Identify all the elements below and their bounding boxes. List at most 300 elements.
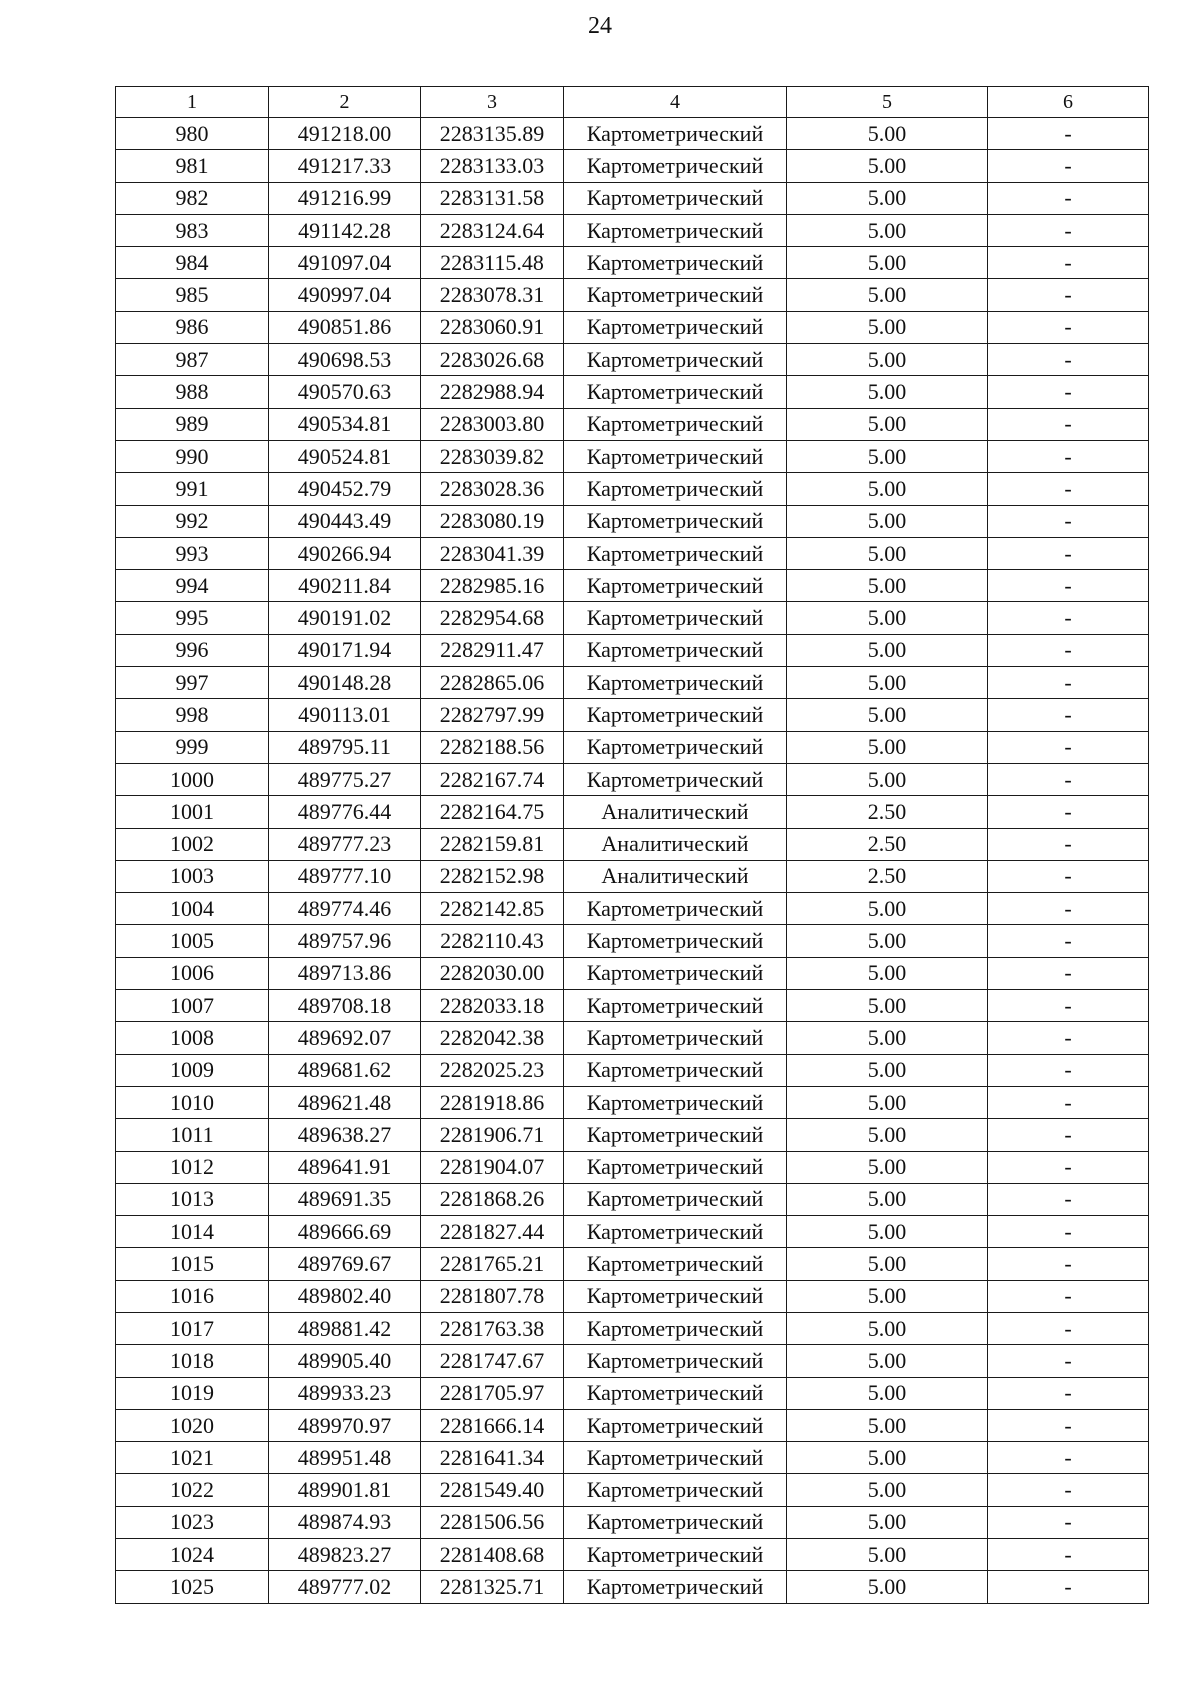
y-coordinate-cell: 2282988.94 xyxy=(421,376,564,408)
x-coordinate-cell: 490113.01 xyxy=(269,699,421,731)
table-row xyxy=(116,893,1149,925)
point-number-cell: 1018 xyxy=(116,1345,269,1377)
y-coordinate-cell: 2281906.71 xyxy=(421,1119,564,1151)
y-coordinate-cell: 2283078.31 xyxy=(421,279,564,311)
note-cell: - xyxy=(988,763,1149,795)
point-number-cell: 1009 xyxy=(116,1054,269,1086)
point-number-cell: 993 xyxy=(116,537,269,569)
point-number-cell: 1008 xyxy=(116,1022,269,1054)
x-coordinate-cell: 489777.02 xyxy=(269,1571,421,1603)
table-row xyxy=(116,473,1149,505)
accuracy-cell: 5.00 xyxy=(787,537,988,569)
accuracy-cell: 5.00 xyxy=(787,505,988,537)
method-cell: Картометрический xyxy=(564,731,787,763)
accuracy-cell: 2.50 xyxy=(787,796,988,828)
y-coordinate-cell: 2282797.99 xyxy=(421,699,564,731)
x-coordinate-cell: 490570.63 xyxy=(269,376,421,408)
accuracy-cell: 5.00 xyxy=(787,667,988,699)
method-cell: Картометрический xyxy=(564,1054,787,1086)
accuracy-cell: 5.00 xyxy=(787,634,988,666)
y-coordinate-cell: 2282911.47 xyxy=(421,634,564,666)
note-cell: - xyxy=(988,247,1149,279)
x-coordinate-cell: 490997.04 xyxy=(269,279,421,311)
note-cell: - xyxy=(988,1377,1149,1409)
note-cell: - xyxy=(988,1183,1149,1215)
method-cell: Картометрический xyxy=(564,118,787,150)
y-coordinate-cell: 2282167.74 xyxy=(421,763,564,795)
table-row xyxy=(116,1312,1149,1344)
point-number-cell: 990 xyxy=(116,440,269,472)
y-coordinate-cell: 2282164.75 xyxy=(421,796,564,828)
y-coordinate-cell: 2282954.68 xyxy=(421,602,564,634)
accuracy-cell: 5.00 xyxy=(787,1054,988,1086)
y-coordinate-cell: 2281666.14 xyxy=(421,1409,564,1441)
accuracy-cell: 5.00 xyxy=(787,1506,988,1538)
point-number-cell: 1003 xyxy=(116,860,269,892)
method-cell: Картометрический xyxy=(564,763,787,795)
note-cell: - xyxy=(988,1539,1149,1571)
method-cell: Картометрический xyxy=(564,408,787,440)
y-coordinate-cell: 2283041.39 xyxy=(421,537,564,569)
x-coordinate-cell: 489901.81 xyxy=(269,1474,421,1506)
accuracy-cell: 5.00 xyxy=(787,311,988,343)
x-coordinate-cell: 490171.94 xyxy=(269,634,421,666)
accuracy-cell: 5.00 xyxy=(787,602,988,634)
accuracy-cell: 2.50 xyxy=(787,860,988,892)
y-coordinate-cell: 2282159.81 xyxy=(421,828,564,860)
method-cell: Картометрический xyxy=(564,1345,787,1377)
point-number-cell: 1011 xyxy=(116,1119,269,1151)
accuracy-cell: 5.00 xyxy=(787,1183,988,1215)
y-coordinate-cell: 2283039.82 xyxy=(421,440,564,472)
y-coordinate-cell: 2281747.67 xyxy=(421,1345,564,1377)
y-coordinate-cell: 2282025.23 xyxy=(421,1054,564,1086)
table-row xyxy=(116,505,1149,537)
note-cell: - xyxy=(988,634,1149,666)
x-coordinate-cell: 489713.86 xyxy=(269,957,421,989)
accuracy-cell: 5.00 xyxy=(787,182,988,214)
method-cell: Картометрический xyxy=(564,1151,787,1183)
method-cell: Картометрический xyxy=(564,634,787,666)
x-coordinate-cell: 489905.40 xyxy=(269,1345,421,1377)
point-number-cell: 999 xyxy=(116,731,269,763)
note-cell: - xyxy=(988,1119,1149,1151)
x-coordinate-cell: 489777.10 xyxy=(269,860,421,892)
method-cell: Картометрический xyxy=(564,570,787,602)
note-cell: - xyxy=(988,440,1149,472)
y-coordinate-cell: 2281807.78 xyxy=(421,1280,564,1312)
accuracy-cell: 5.00 xyxy=(787,893,988,925)
table-row xyxy=(116,1442,1149,1474)
accuracy-cell: 5.00 xyxy=(787,150,988,182)
accuracy-cell: 5.00 xyxy=(787,570,988,602)
accuracy-cell: 5.00 xyxy=(787,763,988,795)
x-coordinate-cell: 491218.00 xyxy=(269,118,421,150)
page-number: 24 xyxy=(588,13,612,39)
x-coordinate-cell: 490211.84 xyxy=(269,570,421,602)
accuracy-cell: 5.00 xyxy=(787,1119,988,1151)
x-coordinate-cell: 490191.02 xyxy=(269,602,421,634)
x-coordinate-cell: 489823.27 xyxy=(269,1539,421,1571)
y-coordinate-cell: 2282110.43 xyxy=(421,925,564,957)
y-coordinate-cell: 2281705.97 xyxy=(421,1377,564,1409)
note-cell: - xyxy=(988,1280,1149,1312)
accuracy-cell: 5.00 xyxy=(787,214,988,246)
table-row xyxy=(116,1280,1149,1312)
table-row xyxy=(116,957,1149,989)
method-cell: Картометрический xyxy=(564,279,787,311)
accuracy-cell: 5.00 xyxy=(787,376,988,408)
y-coordinate-cell: 2283115.48 xyxy=(421,247,564,279)
y-coordinate-cell: 2283124.64 xyxy=(421,214,564,246)
point-number-cell: 996 xyxy=(116,634,269,666)
method-cell: Картометрический xyxy=(564,1216,787,1248)
method-cell: Картометрический xyxy=(564,473,787,505)
table-row xyxy=(116,1119,1149,1151)
accuracy-cell: 5.00 xyxy=(787,1280,988,1312)
y-coordinate-cell: 2283131.58 xyxy=(421,182,564,214)
x-coordinate-cell: 490266.94 xyxy=(269,537,421,569)
point-number-cell: 1021 xyxy=(116,1442,269,1474)
accuracy-cell: 5.00 xyxy=(787,1539,988,1571)
x-coordinate-cell: 489970.97 xyxy=(269,1409,421,1441)
point-number-cell: 995 xyxy=(116,602,269,634)
x-coordinate-cell: 490851.86 xyxy=(269,311,421,343)
point-number-cell: 987 xyxy=(116,344,269,376)
table-row xyxy=(116,1216,1149,1248)
table-row xyxy=(116,376,1149,408)
y-coordinate-cell: 2283133.03 xyxy=(421,150,564,182)
point-number-cell: 1013 xyxy=(116,1183,269,1215)
accuracy-cell: 5.00 xyxy=(787,408,988,440)
table-row xyxy=(116,731,1149,763)
table-row xyxy=(116,602,1149,634)
x-coordinate-cell: 489874.93 xyxy=(269,1506,421,1538)
method-cell: Картометрический xyxy=(564,214,787,246)
point-number-cell: 1012 xyxy=(116,1151,269,1183)
y-coordinate-cell: 2282042.38 xyxy=(421,1022,564,1054)
x-coordinate-cell: 489774.46 xyxy=(269,893,421,925)
point-number-cell: 997 xyxy=(116,667,269,699)
note-cell: - xyxy=(988,957,1149,989)
y-coordinate-cell: 2281325.71 xyxy=(421,1571,564,1603)
point-number-cell: 980 xyxy=(116,118,269,150)
x-coordinate-cell: 489769.67 xyxy=(269,1248,421,1280)
method-cell: Картометрический xyxy=(564,1474,787,1506)
point-number-cell: 988 xyxy=(116,376,269,408)
table-row xyxy=(116,570,1149,602)
note-cell: - xyxy=(988,1312,1149,1344)
method-cell: Картометрический xyxy=(564,1183,787,1215)
table-row xyxy=(116,1183,1149,1215)
note-cell: - xyxy=(988,1151,1149,1183)
note-cell: - xyxy=(988,1248,1149,1280)
x-coordinate-cell: 489641.91 xyxy=(269,1151,421,1183)
note-cell: - xyxy=(988,344,1149,376)
x-coordinate-cell: 491097.04 xyxy=(269,247,421,279)
y-coordinate-cell: 2282152.98 xyxy=(421,860,564,892)
table-row xyxy=(116,1151,1149,1183)
point-number-cell: 985 xyxy=(116,279,269,311)
point-number-cell: 1023 xyxy=(116,1506,269,1538)
accuracy-cell: 5.00 xyxy=(787,440,988,472)
table-row xyxy=(116,828,1149,860)
accuracy-cell: 2.50 xyxy=(787,828,988,860)
point-number-cell: 994 xyxy=(116,570,269,602)
note-cell: - xyxy=(988,570,1149,602)
point-number-cell: 1020 xyxy=(116,1409,269,1441)
x-coordinate-cell: 489933.23 xyxy=(269,1377,421,1409)
method-cell: Картометрический xyxy=(564,182,787,214)
point-number-cell: 1022 xyxy=(116,1474,269,1506)
accuracy-cell: 5.00 xyxy=(787,1216,988,1248)
method-cell: Картометрический xyxy=(564,602,787,634)
coordinates-table xyxy=(115,86,1149,1604)
method-cell: Картометрический xyxy=(564,1312,787,1344)
accuracy-cell: 5.00 xyxy=(787,1248,988,1280)
table-row xyxy=(116,860,1149,892)
y-coordinate-cell: 2283003.80 xyxy=(421,408,564,440)
table-row xyxy=(116,408,1149,440)
point-number-cell: 992 xyxy=(116,505,269,537)
table-row xyxy=(116,1571,1149,1603)
note-cell: - xyxy=(988,667,1149,699)
x-coordinate-cell: 491142.28 xyxy=(269,214,421,246)
x-coordinate-cell: 489795.11 xyxy=(269,731,421,763)
note-cell: - xyxy=(988,731,1149,763)
table-row xyxy=(116,763,1149,795)
point-number-cell: 1019 xyxy=(116,1377,269,1409)
accuracy-cell: 5.00 xyxy=(787,1442,988,1474)
note-cell: - xyxy=(988,1086,1149,1118)
accuracy-cell: 5.00 xyxy=(787,279,988,311)
table-header xyxy=(116,87,1149,118)
note-cell: - xyxy=(988,1054,1149,1086)
table-row xyxy=(116,634,1149,666)
table-row xyxy=(116,150,1149,182)
accuracy-cell: 5.00 xyxy=(787,957,988,989)
table-row xyxy=(116,440,1149,472)
note-cell: - xyxy=(988,311,1149,343)
y-coordinate-cell: 2283080.19 xyxy=(421,505,564,537)
accuracy-cell: 5.00 xyxy=(787,473,988,505)
method-cell: Картометрический xyxy=(564,376,787,408)
note-cell: - xyxy=(988,1216,1149,1248)
point-number-cell: 1017 xyxy=(116,1312,269,1344)
table-row xyxy=(116,925,1149,957)
x-coordinate-cell: 489776.44 xyxy=(269,796,421,828)
note-cell: - xyxy=(988,376,1149,408)
table-body xyxy=(116,118,1149,1604)
method-cell: Картометрический xyxy=(564,1506,787,1538)
table-row xyxy=(116,699,1149,731)
point-number-cell: 1007 xyxy=(116,990,269,1022)
note-cell: - xyxy=(988,893,1149,925)
note-cell: - xyxy=(988,118,1149,150)
method-cell: Картометрический xyxy=(564,1377,787,1409)
y-coordinate-cell: 2281549.40 xyxy=(421,1474,564,1506)
x-coordinate-cell: 489708.18 xyxy=(269,990,421,1022)
note-cell: - xyxy=(988,1474,1149,1506)
x-coordinate-cell: 489621.48 xyxy=(269,1086,421,1118)
accuracy-cell: 5.00 xyxy=(787,990,988,1022)
header-cell-2: 2 xyxy=(269,87,421,118)
method-cell: Картометрический xyxy=(564,537,787,569)
note-cell: - xyxy=(988,828,1149,860)
table-row xyxy=(116,1345,1149,1377)
point-number-cell: 1000 xyxy=(116,763,269,795)
y-coordinate-cell: 2283135.89 xyxy=(421,118,564,150)
accuracy-cell: 5.00 xyxy=(787,731,988,763)
method-cell: Картометрический xyxy=(564,699,787,731)
note-cell: - xyxy=(988,1409,1149,1441)
y-coordinate-cell: 2282985.16 xyxy=(421,570,564,602)
note-cell: - xyxy=(988,1442,1149,1474)
note-cell: - xyxy=(988,408,1149,440)
point-number-cell: 1025 xyxy=(116,1571,269,1603)
point-number-cell: 981 xyxy=(116,150,269,182)
table-row xyxy=(116,311,1149,343)
point-number-cell: 984 xyxy=(116,247,269,279)
accuracy-cell: 5.00 xyxy=(787,1086,988,1118)
accuracy-cell: 5.00 xyxy=(787,1474,988,1506)
x-coordinate-cell: 490443.49 xyxy=(269,505,421,537)
x-coordinate-cell: 489757.96 xyxy=(269,925,421,957)
method-cell: Картометрический xyxy=(564,1409,787,1441)
note-cell: - xyxy=(988,1022,1149,1054)
table-row xyxy=(116,1539,1149,1571)
method-cell: Картометрический xyxy=(564,344,787,376)
y-coordinate-cell: 2281765.21 xyxy=(421,1248,564,1280)
accuracy-cell: 5.00 xyxy=(787,925,988,957)
table-row xyxy=(116,1086,1149,1118)
x-coordinate-cell: 489777.23 xyxy=(269,828,421,860)
x-coordinate-cell: 489881.42 xyxy=(269,1312,421,1344)
y-coordinate-cell: 2282865.06 xyxy=(421,667,564,699)
header-cell-6: 6 xyxy=(988,87,1149,118)
x-coordinate-cell: 489692.07 xyxy=(269,1022,421,1054)
table-row xyxy=(116,990,1149,1022)
point-number-cell: 991 xyxy=(116,473,269,505)
point-number-cell: 998 xyxy=(116,699,269,731)
table-row xyxy=(116,247,1149,279)
y-coordinate-cell: 2281641.34 xyxy=(421,1442,564,1474)
y-coordinate-cell: 2282033.18 xyxy=(421,990,564,1022)
method-cell: Картометрический xyxy=(564,1119,787,1151)
point-number-cell: 1002 xyxy=(116,828,269,860)
note-cell: - xyxy=(988,699,1149,731)
method-cell: Картометрический xyxy=(564,1248,787,1280)
point-number-cell: 1006 xyxy=(116,957,269,989)
x-coordinate-cell: 490452.79 xyxy=(269,473,421,505)
method-cell: Картометрический xyxy=(564,247,787,279)
table-row xyxy=(116,344,1149,376)
note-cell: - xyxy=(988,214,1149,246)
y-coordinate-cell: 2282030.00 xyxy=(421,957,564,989)
table-row xyxy=(116,1474,1149,1506)
method-cell: Картометрический xyxy=(564,990,787,1022)
method-cell: Картометрический xyxy=(564,440,787,472)
note-cell: - xyxy=(988,860,1149,892)
method-cell: Картометрический xyxy=(564,1086,787,1118)
point-number-cell: 989 xyxy=(116,408,269,440)
accuracy-cell: 5.00 xyxy=(787,118,988,150)
x-coordinate-cell: 489951.48 xyxy=(269,1442,421,1474)
method-cell: Картометрический xyxy=(564,957,787,989)
table-row xyxy=(116,537,1149,569)
x-coordinate-cell: 491217.33 xyxy=(269,150,421,182)
header-cell-1: 1 xyxy=(116,87,269,118)
note-cell: - xyxy=(988,925,1149,957)
y-coordinate-cell: 2283060.91 xyxy=(421,311,564,343)
note-cell: - xyxy=(988,1506,1149,1538)
note-cell: - xyxy=(988,150,1149,182)
y-coordinate-cell: 2281408.68 xyxy=(421,1539,564,1571)
method-cell: Картометрический xyxy=(564,893,787,925)
note-cell: - xyxy=(988,473,1149,505)
y-coordinate-cell: 2282142.85 xyxy=(421,893,564,925)
x-coordinate-cell: 489802.40 xyxy=(269,1280,421,1312)
point-number-cell: 1001 xyxy=(116,796,269,828)
note-cell: - xyxy=(988,796,1149,828)
x-coordinate-cell: 491216.99 xyxy=(269,182,421,214)
table-row xyxy=(116,1377,1149,1409)
point-number-cell: 1014 xyxy=(116,1216,269,1248)
method-cell: Картометрический xyxy=(564,1280,787,1312)
accuracy-cell: 5.00 xyxy=(787,1312,988,1344)
accuracy-cell: 5.00 xyxy=(787,1377,988,1409)
accuracy-cell: 5.00 xyxy=(787,1345,988,1377)
table-row xyxy=(116,182,1149,214)
method-cell: Картометрический xyxy=(564,150,787,182)
method-cell: Картометрический xyxy=(564,925,787,957)
y-coordinate-cell: 2281506.56 xyxy=(421,1506,564,1538)
table-row xyxy=(116,796,1149,828)
method-cell: Картометрический xyxy=(564,1022,787,1054)
accuracy-cell: 5.00 xyxy=(787,1022,988,1054)
note-cell: - xyxy=(988,505,1149,537)
point-number-cell: 982 xyxy=(116,182,269,214)
accuracy-cell: 5.00 xyxy=(787,1409,988,1441)
point-number-cell: 986 xyxy=(116,311,269,343)
table-row xyxy=(116,1506,1149,1538)
y-coordinate-cell: 2282188.56 xyxy=(421,731,564,763)
point-number-cell: 1015 xyxy=(116,1248,269,1280)
point-number-cell: 1005 xyxy=(116,925,269,957)
y-coordinate-cell: 2283028.36 xyxy=(421,473,564,505)
point-number-cell: 1024 xyxy=(116,1539,269,1571)
accuracy-cell: 5.00 xyxy=(787,1571,988,1603)
table-row xyxy=(116,214,1149,246)
accuracy-cell: 5.00 xyxy=(787,699,988,731)
point-number-cell: 1004 xyxy=(116,893,269,925)
y-coordinate-cell: 2281904.07 xyxy=(421,1151,564,1183)
x-coordinate-cell: 489691.35 xyxy=(269,1183,421,1215)
x-coordinate-cell: 490534.81 xyxy=(269,408,421,440)
header-cell-4: 4 xyxy=(564,87,787,118)
x-coordinate-cell: 490148.28 xyxy=(269,667,421,699)
accuracy-cell: 5.00 xyxy=(787,344,988,376)
point-number-cell: 1016 xyxy=(116,1280,269,1312)
x-coordinate-cell: 489666.69 xyxy=(269,1216,421,1248)
table-row xyxy=(116,118,1149,150)
y-coordinate-cell: 2283026.68 xyxy=(421,344,564,376)
note-cell: - xyxy=(988,1345,1149,1377)
x-coordinate-cell: 490698.53 xyxy=(269,344,421,376)
point-number-cell: 983 xyxy=(116,214,269,246)
method-cell: Картометрический xyxy=(564,1571,787,1603)
table-row xyxy=(116,1022,1149,1054)
